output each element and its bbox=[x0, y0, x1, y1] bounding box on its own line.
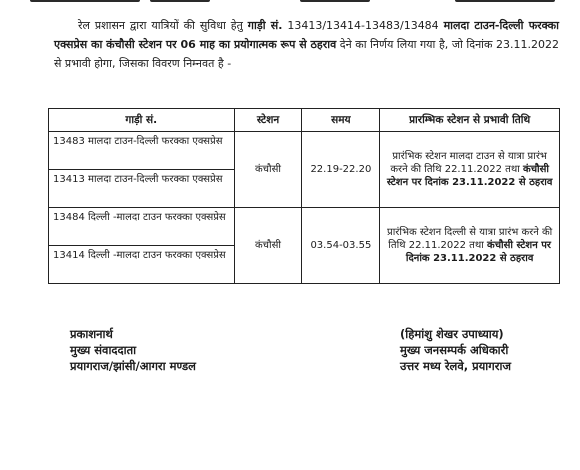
station-cell: कंचौसी bbox=[234, 208, 302, 284]
table-row bbox=[49, 208, 560, 246]
effective-date-bold: कंचौसी स्टेशन पर दिनांक 23.11.2022 से ठहराव bbox=[386, 164, 553, 188]
header-train: गाड़ी सं. bbox=[49, 109, 235, 132]
header-time: समय bbox=[302, 109, 380, 132]
station-cell: कंचौसी bbox=[234, 132, 302, 208]
intro-text-1: रेल प्रशासन द्वारा यात्रियों की सुविधा हेतु bbox=[78, 19, 248, 32]
signatory-name: (हिमांशु शेखर उपाध्याय) bbox=[400, 327, 504, 341]
signature-left-block bbox=[70, 326, 196, 374]
effective-date-bold: कंचौसी स्टेशन पर दिनांक 23.11.2022 से ठहराव bbox=[405, 240, 552, 264]
header-effective-date: प्रारम्भिक स्टेशन से प्रभावी तिथि bbox=[380, 109, 560, 132]
cropped-header-strip bbox=[0, 0, 580, 6]
time-cell: 22.19-22.20 bbox=[302, 132, 380, 208]
train-cell: 13483 मालदा टाउन-दिल्ली फरक्का एक्सप्रेस bbox=[49, 132, 235, 170]
train-cell: 13414 दिल्ली -मालदा टाउन फरक्का एक्सप्रेस bbox=[49, 246, 235, 284]
table-row bbox=[49, 132, 560, 170]
intro-bold-train-label: गाड़ी सं. bbox=[247, 19, 283, 32]
effective-date-cell bbox=[380, 132, 560, 208]
intro-bold-halt: मालदा टाउन-दिल्ली फरक्का एक्सप्रेस का कंचौसी स्टेशन पर 06 माह का प्रयोगात्मक रूप से ठहराव bbox=[54, 19, 559, 51]
signature-right-block bbox=[400, 326, 511, 374]
time-cell: 03.54-03.55 bbox=[302, 208, 380, 284]
signatory-designation: मुख्य जनसम्पर्क अधिकारी bbox=[400, 343, 509, 357]
effective-date-text: प्रारंभिक स्टेशन दिल्ली से यात्रा प्रारंभ करने की तिथि 22.11.2022 तथा bbox=[387, 227, 553, 251]
effective-date-cell bbox=[380, 208, 560, 284]
train-cell: 13413 मालदा टाउन-दिल्ली फरक्का एक्सप्रेस bbox=[49, 170, 235, 208]
header-station: स्टेशन bbox=[234, 109, 302, 132]
schedule-table bbox=[48, 108, 560, 284]
division-list-label: प्रयागराज/झांसी/आगरा मण्डल bbox=[70, 359, 196, 373]
effective-date-text: प्रारंभिक स्टेशन मालदा टाउन से यात्रा प्रारंभ करने की तिथि 22.11.2022 तथा bbox=[390, 151, 547, 175]
for-publication-label: प्रकाशनार्थ bbox=[70, 327, 113, 341]
signatory-office: उत्तर मध्य रेलवे, प्रयागराज bbox=[400, 359, 511, 373]
table-header-row bbox=[49, 109, 560, 132]
chief-correspondent-label: मुख्य संवाददाता bbox=[70, 343, 137, 357]
train-cell: 13484 दिल्ली -मालदा टाउन फरक्का एक्सप्रेस bbox=[49, 208, 235, 246]
intro-train-numbers: 13413/13414-13483/13484 bbox=[282, 19, 444, 32]
intro-paragraph bbox=[54, 16, 559, 73]
intro-text-3: देने का निर्णय लिया गया है, जो दिनांक 23.11.2022 से प्रभावी होगा, जिसका विवरण निम्नवत है - bbox=[54, 38, 559, 70]
